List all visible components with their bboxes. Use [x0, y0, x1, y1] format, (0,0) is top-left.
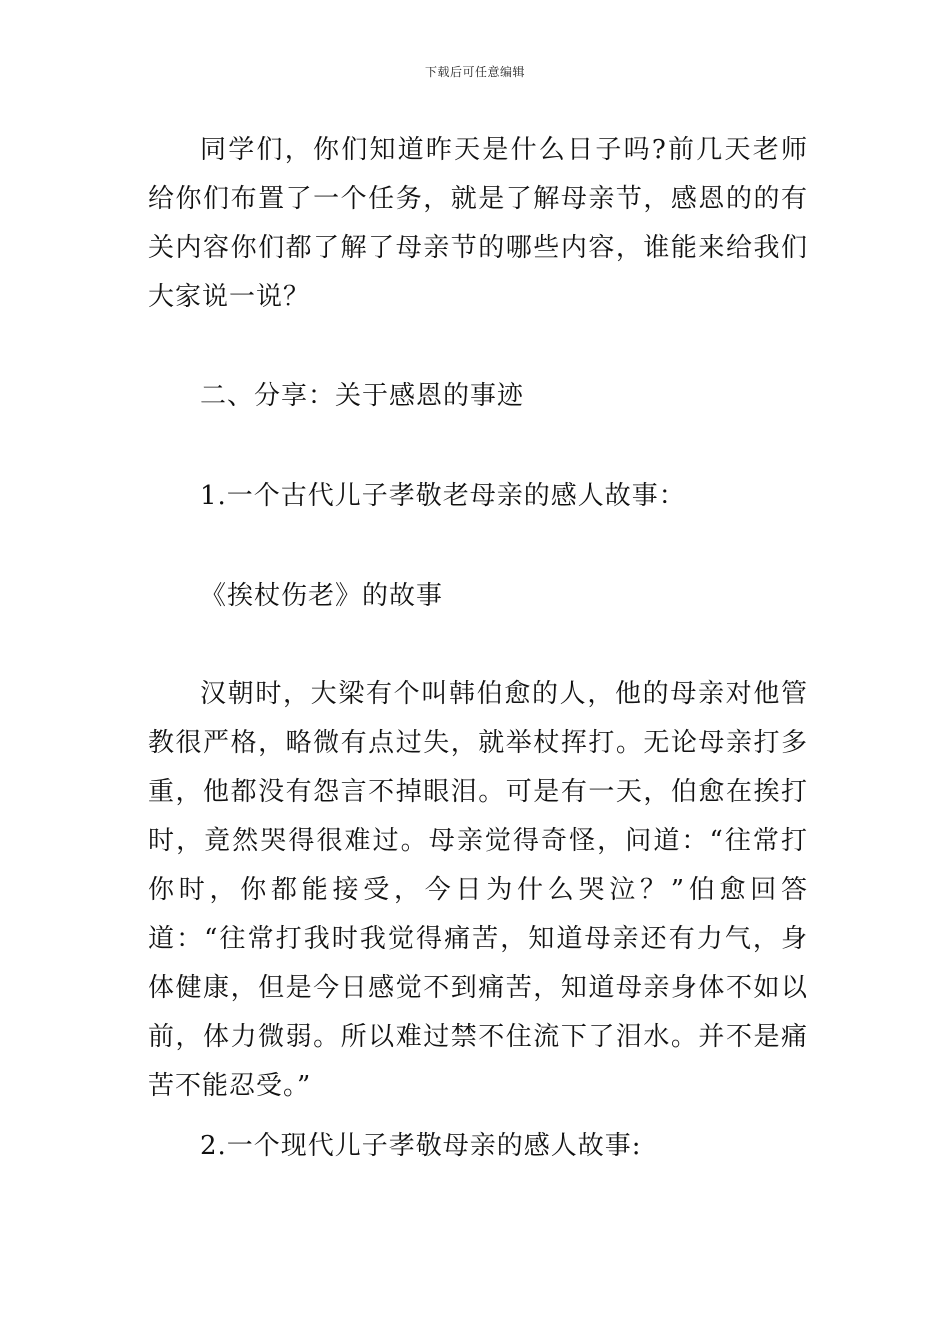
item-2-heading	[148, 1122, 808, 1171]
section-heading-text: 二、分享：关于感恩的事迹	[200, 381, 525, 411]
item-1-heading-text: 1.一个古代儿子孝敬老母亲的感人故事：	[200, 481, 686, 511]
story-body-text: 汉朝时，大梁有个叫韩伯愈的人，他的母亲对他管教很严格，略微有点过失，就举杖挥打。无论母亲打多重，他都没有怨言不掉眼泪。可是有一天，伯愈在挨打时，竟然哭得很难过。母亲觉得奇怪，问道：“往常打你时，你都能接受，今日为什么哭泣？”伯愈回答道：“往常打我时我觉得痛苦，知道母亲还有力气，身体健康，但是今日感觉不到痛苦，知道母亲身体不如以前，体力微弱。所以难过禁不住流下了泪水。并不是痛苦不能忍受。”	[148, 679, 808, 1101]
item-2-heading-text: 2.一个现代儿子孝敬母亲的感人故事:	[200, 1131, 642, 1161]
item-1-heading	[148, 472, 808, 521]
story-title	[148, 572, 808, 621]
page-header: 下载后可任意编辑	[424, 65, 525, 79]
intro-text: 同学们，你们知道昨天是什么日子吗?前几天老师给你们布置了一个任务，就是了解母亲节，感恩的的有关内容你们都了解了母亲节的哪些内容，谁能来给我们大家说一说？	[148, 135, 808, 312]
story-title-text: 《挨杖伤老》的故事	[200, 581, 444, 611]
section-heading	[148, 372, 808, 421]
intro-paragraph	[148, 126, 808, 322]
story-paragraph	[148, 670, 808, 1111]
